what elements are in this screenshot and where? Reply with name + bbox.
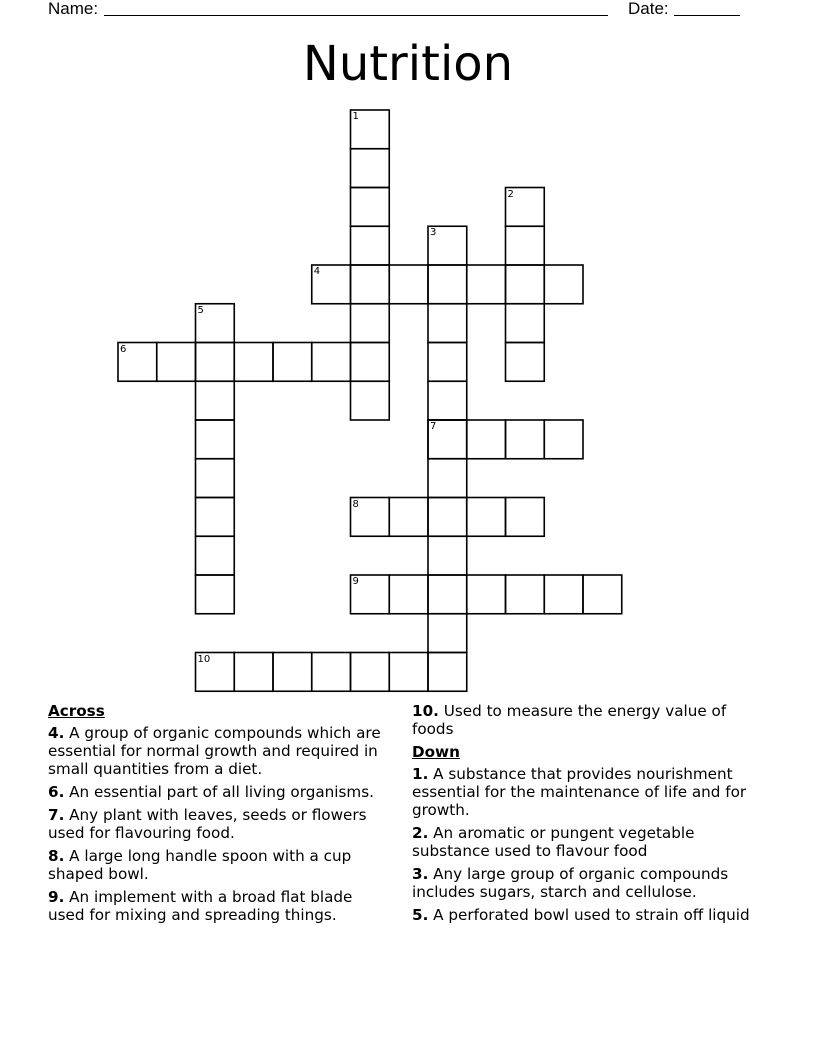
clue-across-4	[48, 724, 388, 778]
cell-number: 6	[120, 343, 127, 355]
clue-number: 1.	[412, 765, 429, 783]
grid-cell[interactable]	[506, 304, 545, 343]
grid-cell[interactable]	[428, 575, 467, 614]
cell-number: 4	[313, 266, 321, 277]
cell-number: 7	[430, 421, 437, 432]
grid-cell[interactable]	[273, 653, 312, 692]
grid-cell[interactable]	[196, 575, 235, 614]
grid-cell[interactable]	[351, 381, 390, 420]
grid-cell[interactable]	[157, 343, 196, 382]
clue-number: 6.	[48, 783, 65, 801]
grid-cell[interactable]	[351, 575, 390, 614]
clues-right-column	[412, 702, 772, 929]
cell-number: 1	[352, 111, 359, 122]
grid-cell[interactable]	[234, 343, 273, 382]
grid-cell[interactable]	[428, 304, 467, 343]
grid-cell[interactable]	[196, 459, 235, 498]
grid-cell[interactable]	[389, 653, 428, 692]
grid-cell[interactable]	[583, 575, 622, 614]
clue-text: An essential part of all living organisms.	[64, 783, 374, 801]
grid-cell[interactable]	[351, 226, 390, 265]
clue-number: 4.	[48, 724, 65, 742]
clue-down-5	[412, 906, 772, 924]
grid-cell[interactable]	[351, 304, 390, 343]
cell-number: 10	[197, 653, 211, 665]
clue-number: 9.	[48, 888, 65, 906]
grid-cell[interactable]	[428, 343, 467, 382]
grid-cell[interactable]	[544, 575, 583, 614]
clue-number: 8.	[48, 847, 65, 865]
page-title: Nutrition	[302, 36, 514, 92]
grid-cell[interactable]	[506, 226, 545, 265]
grid-cell[interactable]	[467, 498, 506, 537]
clue-number: 5.	[412, 906, 429, 924]
clue-text: An aromatic or pungent vegetable substance used to flavour food	[412, 824, 695, 860]
grid-cell[interactable]	[506, 343, 545, 382]
grid-cell[interactable]	[389, 265, 428, 304]
clue-text: Any plant with leaves, seeds or flowers used for flavouring food.	[48, 806, 367, 842]
grid-cell[interactable]	[428, 614, 467, 653]
clue-text: A substance that provides nourishment essential for the maintenance of life and for growth.	[412, 765, 747, 819]
clue-across-7	[48, 806, 388, 842]
grid-cell[interactable]	[506, 498, 545, 537]
grid-cell[interactable]	[351, 188, 390, 227]
grid-cell[interactable]	[196, 653, 235, 692]
clue-down-2	[412, 824, 772, 860]
grid-cell[interactable]	[196, 420, 235, 459]
clue-text: A group of organic compounds which are essential for normal growth and required in small quantities from a diet.	[48, 724, 381, 778]
grid-cell[interactable]	[196, 498, 235, 537]
grid-cell[interactable]	[196, 304, 235, 343]
clue-text: Any large group of organic compounds includes sugars, starch and cellulose.	[412, 865, 729, 901]
clue-across-10	[412, 702, 772, 738]
grid-cell[interactable]	[428, 226, 467, 265]
clue-number: 7.	[48, 806, 65, 824]
grid-cell[interactable]	[467, 420, 506, 459]
clue-text: A large long handle spoon with a cup shaped bowl.	[48, 847, 352, 883]
name-label: Name:	[48, 0, 99, 18]
grid-cell[interactable]	[389, 575, 428, 614]
cell-number: 5	[197, 304, 204, 316]
across-heading: Across	[48, 702, 105, 720]
clue-text: An implement with a broad flat blade used for mixing and spreading things.	[48, 888, 353, 924]
grid-cell[interactable]	[506, 265, 545, 304]
clue-number: 10.	[412, 702, 439, 720]
cell-number: 2	[507, 188, 514, 200]
grid-cell[interactable]	[428, 420, 467, 459]
grid-cell[interactable]	[312, 265, 351, 304]
clue-number: 3.	[412, 865, 429, 883]
clue-text: A perforated bowl used to strain off liquid	[428, 906, 750, 924]
grid-cell[interactable]	[351, 149, 390, 188]
clue-down-1	[412, 765, 772, 819]
grid-cell[interactable]	[467, 575, 506, 614]
grid-cell[interactable]	[389, 498, 428, 537]
grid-cell[interactable]	[273, 343, 312, 382]
grid-cell[interactable]	[428, 498, 467, 537]
clue-text: Used to measure the energy value of foods	[412, 702, 727, 738]
grid-cell[interactable]	[196, 381, 235, 420]
clue-across-9	[48, 888, 388, 924]
grid-cell[interactable]	[118, 343, 157, 382]
grid-cell[interactable]	[351, 343, 390, 382]
grid-cell[interactable]	[351, 110, 390, 149]
grid-cell[interactable]	[351, 265, 390, 304]
grid-cell[interactable]	[506, 188, 545, 227]
cell-number: 3	[430, 227, 437, 239]
grid-cell[interactable]	[428, 265, 467, 304]
clue-down-3	[412, 865, 772, 901]
grid-cell[interactable]	[506, 420, 545, 459]
grid-cell[interactable]	[467, 265, 506, 304]
cell-number: 9	[352, 576, 359, 587]
grid-cell[interactable]	[196, 343, 235, 382]
grid-cell[interactable]	[506, 575, 545, 614]
clue-across-8	[48, 847, 388, 883]
grid-cell[interactable]	[351, 653, 390, 692]
down-heading: Down	[412, 743, 460, 761]
clue-across-6	[48, 783, 388, 801]
grid-cell[interactable]	[234, 653, 273, 692]
grid-cell[interactable]	[428, 459, 467, 498]
date-label: Date:	[628, 0, 669, 18]
grid-cell[interactable]	[196, 536, 235, 575]
clues-left-column	[48, 702, 388, 929]
grid-cell[interactable]	[544, 265, 583, 304]
grid-cell[interactable]	[428, 653, 467, 692]
grid-cell[interactable]	[312, 343, 351, 382]
grid-cell[interactable]	[428, 381, 467, 420]
cell-number: 8	[352, 498, 359, 510]
grid-cell[interactable]	[351, 498, 390, 537]
grid-cell[interactable]	[428, 536, 467, 575]
grid-cell[interactable]	[312, 653, 351, 692]
clue-number: 2.	[412, 824, 429, 842]
grid-cell[interactable]	[544, 420, 583, 459]
